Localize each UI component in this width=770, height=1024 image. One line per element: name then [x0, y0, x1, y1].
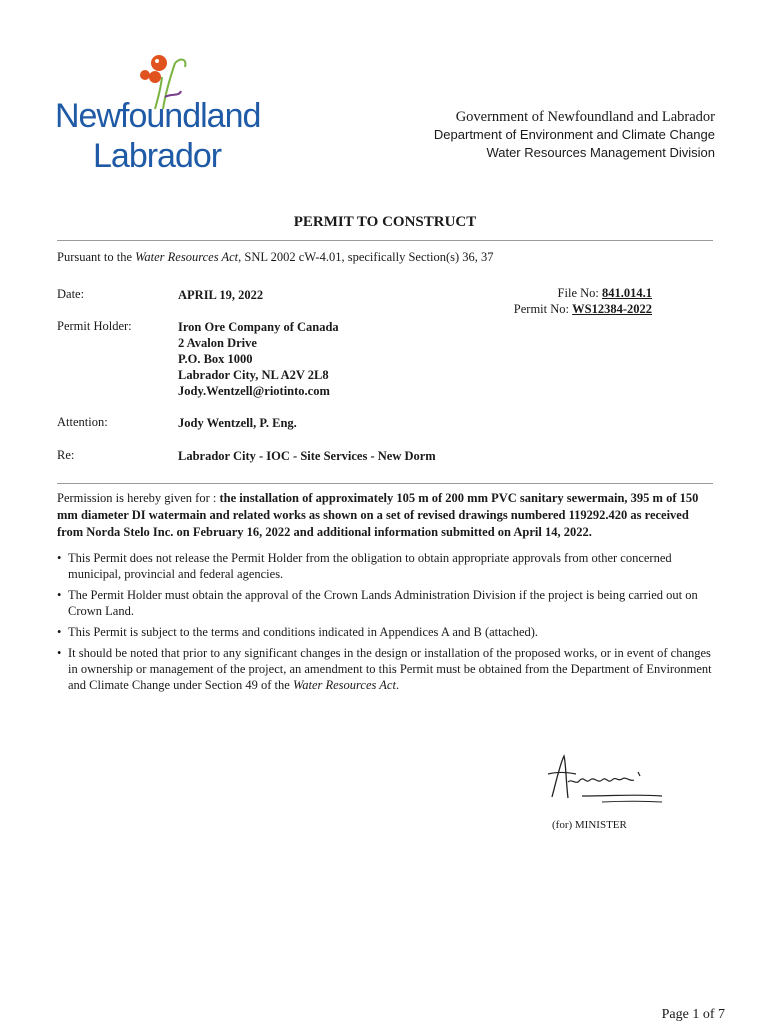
bullet-icon: •	[57, 625, 62, 639]
re-value: Labrador City - IOC - Site Services - New Dorm	[178, 449, 436, 463]
pursuant-suffix: , SNL 2002 cW-4.01, specifically Section(s) 36, 37	[238, 250, 494, 264]
page-number: Page 1 of 7	[661, 1007, 725, 1022]
bullet-icon: •	[57, 646, 62, 660]
condition-text: This Permit is subject to the terms and conditions indicated in Appendices A and B (attached).	[68, 625, 539, 639]
condition-act: Water Resources Act	[292, 678, 396, 692]
logo-word-labrador: Labrador	[93, 137, 222, 175]
logo-word-newfoundland: Newfoundland	[55, 97, 261, 135]
conditions-list	[57, 550, 717, 698]
document-title: PERMIT TO CONSTRUCT	[293, 214, 477, 230]
government-name: Government of Newfoundland and Labrador	[455, 109, 715, 125]
condition-text: This Permit does not release the Permit Holder from the obligation to obtain appropriate approvals from other concerned municipal, provincial and federal agencies.	[68, 551, 672, 581]
permission-lead: Permission is hereby given for :	[57, 491, 220, 505]
permit-number-label: Permit No:	[513, 302, 573, 316]
permit-holder-label: Permit Holder:	[57, 319, 132, 333]
condition-text: It should be noted that prior to any significant changes in the design or installation of the proposed works, or in event of changes in ownership or management of the project, an amendment to this Permit must be obtained from the Department of Environment and Climate Change under Section 49 of the	[68, 646, 712, 692]
bullet-icon: •	[57, 551, 62, 565]
permit-holder-address	[178, 319, 339, 399]
file-number-line	[514, 285, 652, 301]
holder-line: P.O. Box 1000	[178, 352, 253, 366]
file-number: 841.014.1	[602, 286, 652, 300]
holder-email: Jody.Wentzell@riotinto.com	[178, 384, 330, 398]
permit-number: WS12384-2022	[572, 302, 652, 316]
list-item	[57, 624, 717, 640]
attention-label: Attention:	[57, 415, 108, 429]
permit-number-line	[514, 301, 652, 317]
government-header	[434, 108, 715, 162]
holder-line: Iron Ore Company of Canada	[178, 320, 339, 334]
list-item	[57, 645, 717, 693]
re-label: Re:	[57, 448, 75, 462]
list-item	[57, 587, 717, 619]
divider-middle	[57, 483, 713, 484]
condition-end: .	[395, 678, 400, 692]
pursuant-act: Water Resources Act	[135, 250, 239, 264]
list-item	[57, 550, 717, 582]
nl-logo	[55, 55, 265, 175]
signature-image	[542, 752, 667, 812]
permission-paragraph	[57, 490, 717, 541]
holder-line: 2 Avalon Drive	[178, 336, 257, 350]
signature-caption: (for) MINISTER	[552, 819, 627, 831]
pursuant-prefix: Pursuant to the	[57, 250, 136, 264]
permission-body: the installation of approximately 105 m of 200 mm PVC sanitary sewermain, 395 m of 150 mm diameter DI watermain and related works as shown on a set of revised drawings numbered 119292.420 as received from Norda Stelo Inc. on February 16, 2022 and additional information submitted on April 14, 2022.	[57, 491, 699, 539]
attention-value: Jody Wentzell, P. Eng.	[178, 416, 297, 430]
divider-top	[57, 240, 713, 241]
condition-text: The Permit Holder must obtain the approval of the Crown Lands Administration Division if the project is being carried out on Crown Land.	[68, 588, 698, 618]
division-name: Water Resources Management Division	[486, 145, 715, 160]
date-label: Date:	[57, 287, 85, 301]
pursuant-line	[57, 250, 494, 265]
file-number-label: File No:	[557, 286, 602, 300]
holder-line: Labrador City, NL A2V 2L8	[178, 368, 329, 382]
file-permit-numbers	[514, 285, 652, 317]
department-name: Department of Environment and Climate Change	[433, 127, 715, 142]
bullet-icon: •	[57, 588, 62, 602]
date-value: APRIL 19, 2022	[178, 288, 264, 302]
